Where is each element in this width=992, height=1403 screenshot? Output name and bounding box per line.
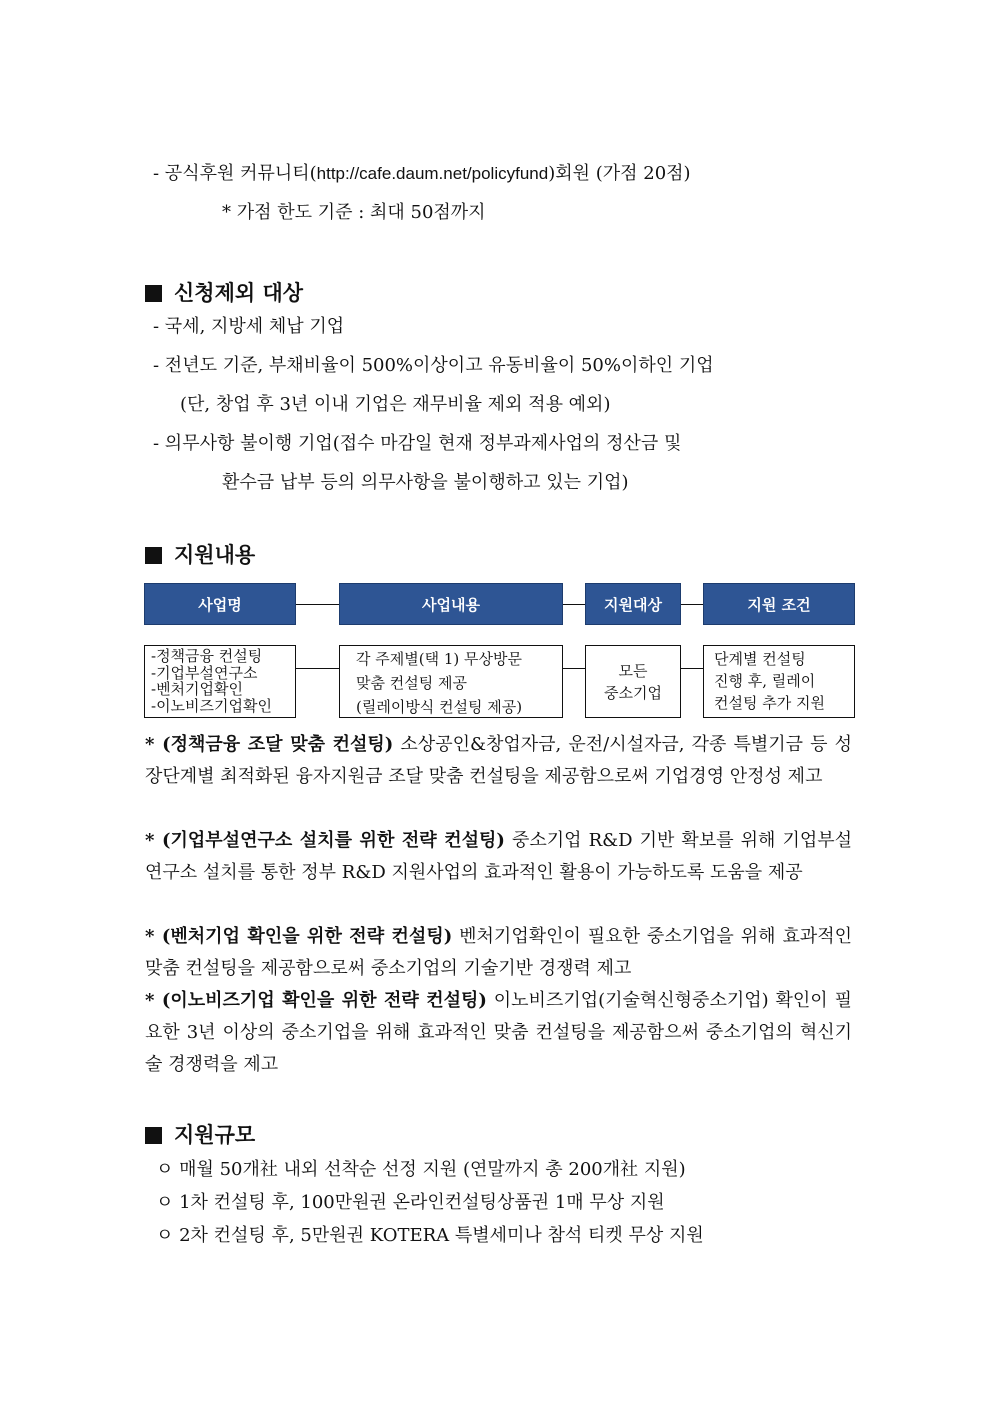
note-text: 중소기업 R&D 기반 확보를 위해 기업부설연구소 설치를 통한 정부 R&D 지원사업의 효과적인 활용이 가능하도록 도움을 제공	[145, 830, 852, 883]
community-bonus-tail: )회원 (가점 20점)	[548, 163, 691, 184]
conditions-box	[703, 645, 855, 718]
scale-item: ㅇ 매월 50개社 내외 선착순 선정 지원 (연말까지 총 200개社 지원)	[156, 1159, 686, 1180]
note-innobiz: * (이노비즈기업 확인을 위한 전략 컨설팅) 이노비즈기업(기술혁신형중소기업) 확인이 필요한 3년 이상의 중소기업을 위해 효과적인 맞춤 컨설팅을 제공함으써 중소기업의 혁신기술 경쟁력을 제고	[145, 990, 852, 1075]
note-title: (정책금융 조달 맞춤 컨설팅)	[162, 734, 394, 755]
content-connector	[681, 668, 703, 669]
square-bullet-icon	[145, 285, 162, 302]
header-connector	[563, 604, 585, 605]
business-content-box	[339, 645, 563, 718]
note-research-lab: * (기업부설연구소 설치를 위한 전략 컨설팅) 중소기업 R&D 기반 확보를 위해 기업부설연구소 설치를 통한 정부 R&D 지원사업의 효과적인 활용이 가능하도록 도움을 제공	[145, 830, 852, 883]
business-name-item: -이노비즈기업확인	[151, 696, 272, 715]
target-item: 중소기업	[604, 683, 662, 702]
business-name-item: -벤처기업확인	[151, 680, 244, 698]
business-content-item: 맞춤 컨설팅 제공	[356, 674, 467, 692]
business-name-item: -정책금융 컨설팅	[151, 647, 263, 665]
condition-item: 단계별 컨설팅	[714, 650, 806, 668]
exclusion-item-note: (단, 창업 후 3년 이내 기업은 재무비율 제외 적용 예외)	[180, 394, 611, 415]
content-connector	[296, 668, 339, 669]
note-policy-finance: * (정책금융 조달 맞춤 컨설팅) 소상공인&창업자금, 운전/시설자금, 각종 특별기금 등 성장단계별 최적화된 융자지원금 조달 맞춤 컨설팅을 제공함으로써 기업경영 안정성 제고	[145, 734, 852, 787]
exclusion-item-continued: 환수금 납부 등의 의무사항을 불이행하고 있는 기업)	[222, 472, 629, 493]
support-heading-text: 지원내용	[174, 542, 256, 567]
exclusion-heading	[145, 279, 303, 307]
header-conditions: 지원 조건	[703, 583, 855, 625]
support-heading	[145, 541, 255, 569]
content-connector	[563, 668, 585, 669]
exclusion-item: - 전년도 기준, 부채비율이 500%이상이고 유동비율이 50%이하인 기업	[153, 355, 714, 376]
bonus-limit-note: * 가점 한도 기준 : 최대 50점까지	[222, 202, 486, 223]
note-text: 벤처기업확인이 필요한 중소기업을 위해 효과적인 맞춤 컨설팅을 제공함으로써 중소기업의 기술기반 경쟁력 제고	[145, 926, 852, 979]
note-venture: * (벤처기업 확인을 위한 전략 컨설팅) 벤처기업확인이 필요한 중소기업을 위해 효과적인 맞춤 컨설팅을 제공함으로써 중소기업의 기술기반 경쟁력 제고	[145, 926, 852, 979]
note-title: (이노비즈기업 확인을 위한 전략 컨설팅)	[161, 990, 487, 1011]
header-connector	[681, 604, 703, 605]
exclusion-item: - 국세, 지방세 체납 기업	[153, 316, 345, 337]
header-connector	[296, 604, 339, 605]
scale-heading-text: 지원규모	[174, 1122, 256, 1147]
condition-item: 컨설팅 추가 지원	[714, 694, 825, 712]
business-content-item: 각 주제별(택 1) 무상방문	[356, 650, 522, 668]
condition-item: 진행 후, 릴레이	[714, 672, 816, 690]
community-url[interactable]: http://cafe.daum.net/policyfund	[316, 164, 549, 183]
scale-heading	[145, 1121, 255, 1149]
square-bullet-icon	[145, 1127, 162, 1144]
target-item: 모든	[618, 661, 648, 680]
exclusion-heading-text: 신청제외 대상	[174, 280, 304, 305]
business-names-box	[144, 645, 296, 718]
header-business-content: 사업내용	[339, 583, 563, 625]
header-business-name: 사업명	[144, 583, 296, 625]
header-target: 지원대상	[585, 583, 681, 625]
scale-item: ㅇ 2차 컨설팅 후, 5만원권 KOTERA 특별세미나 참석 티켓 무상 지원	[156, 1225, 704, 1246]
scale-item: ㅇ 1차 컨설팅 후, 100만원권 온라인컨설팅상품권 1매 무상 지원	[156, 1192, 665, 1213]
note-text: 이노비즈기업(기술혁신형중소기업) 확인이 필요한 3년 이상의 중소기업을 위해 효과적인 맞춤 컨설팅을 제공함으써 중소기업의 혁신기술 경쟁력을 제고	[145, 990, 852, 1075]
square-bullet-icon	[145, 547, 162, 564]
community-bonus-line	[153, 162, 691, 186]
note-title: (기업부설연구소 설치를 위한 전략 컨설팅)	[162, 830, 505, 851]
community-bonus-text: - 공식후원 커뮤니티(	[153, 163, 317, 184]
exclusion-item: - 의무사항 불이행 기업(접수 마감일 현재 정부과제사업의 정산금 및	[153, 433, 682, 454]
note-text: 소상공인&창업자금, 운전/시설자금, 각종 특별기금 등 성장단계별 최적화된 융자지원금 조달 맞춤 컨설팅을 제공함으로써 기업경영 안정성 제고	[145, 734, 852, 787]
note-title: (벤처기업 확인을 위한 전략 컨설팅)	[161, 926, 453, 947]
target-box	[585, 645, 681, 718]
business-content-item: (릴레이방식 컨설팅 제공)	[356, 698, 523, 716]
business-name-item: -기업부설연구소	[151, 663, 258, 682]
